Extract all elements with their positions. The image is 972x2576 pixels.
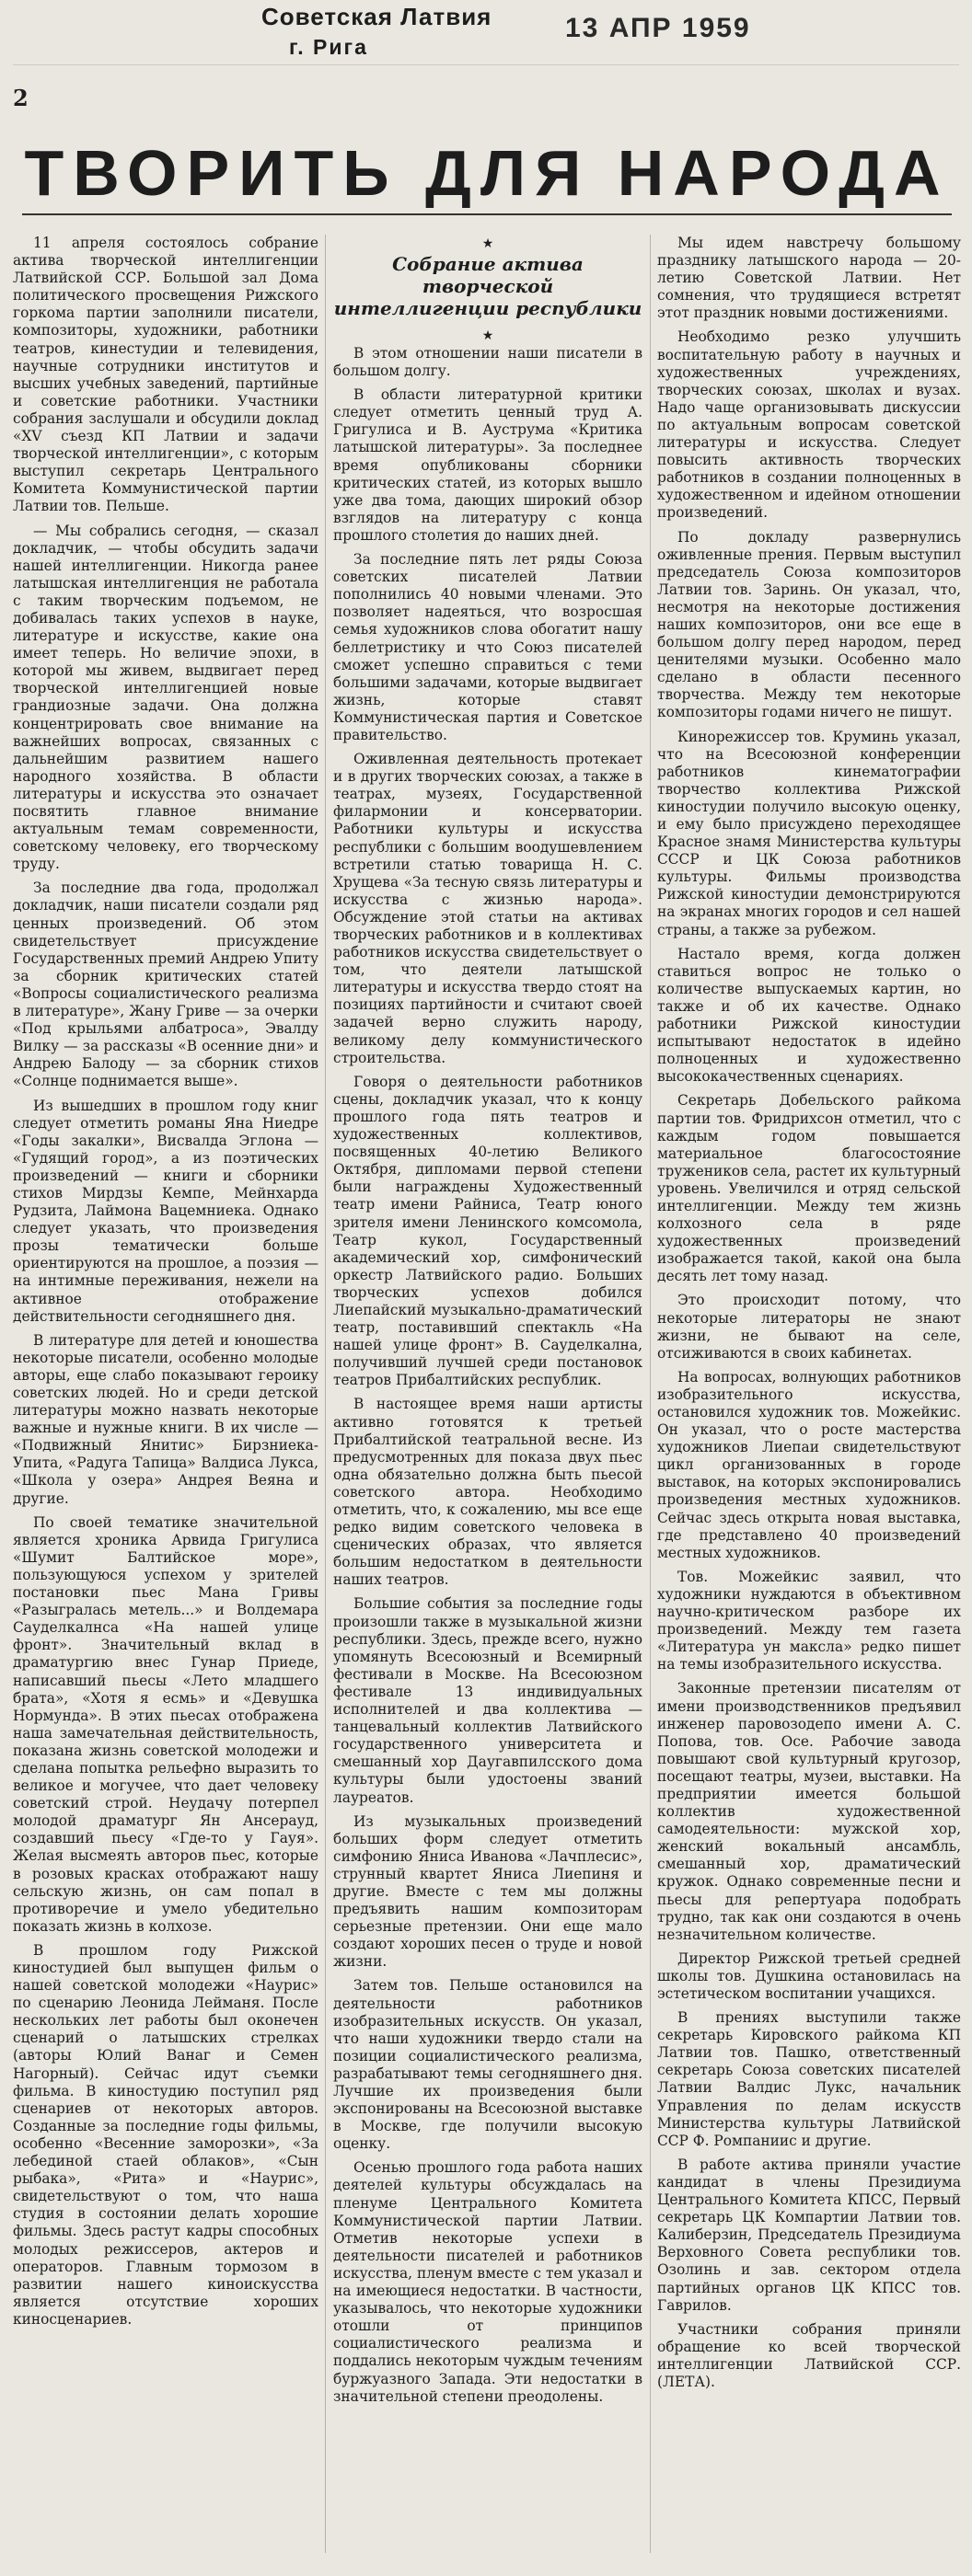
newspaper-name: Советская Латвия — [261, 3, 492, 30]
article-paragraph: Осенью прошлого года работа наших деятелей культуры обсуждалась на пленуме Центрального Комитета Коммунистической партии Латвии. Отметив некоторые успехи в деятельности писателей и работников искусства, пленум вместе с тем указал и на имеющиеся недостатки. В частности, указывалось, что некоторые художники отошли от принципов социалистического реализма и поддались некоторым чуждым течениям буржуазного Запада. Эти недостатки в значительной степени преодолены. — [333, 2159, 642, 2405]
page-number: 2 — [13, 85, 29, 111]
article-paragraph: Законные претензии писателям от имени производственников предъявил инженер паровозодепо имени А. С. Попова, тов. Осе. Рабочие завода повышают свой культурный кругозор, посещают театры, музеи, выставки. На предприятии имеется большой коллектив художественной самодеятельности: мужской хор, женский вокальный ансамбль, смешанный хор, драматический кружок. Однако современные песни и пьесы для репертуара подобрать трудно, так как они создаются в очень незначительном количестве. — [657, 1680, 961, 1943]
article-paragraph: В области литературной критики следует отметить ценный труд А. Григулиса и В. Ауструма «Критика латышской литературы». За последнее время опубликованы сборники критических статей, из которых вышло уже два тома, дающих широкий обзор взглядов на литературу с конца прошлого столетия до наших дней. — [333, 386, 642, 544]
headline: ТВОРИТЬ ДЛЯ НАРОДА — [22, 136, 952, 215]
article-paragraph: Секретарь Добельского райкома партии тов. Фридрихсон отметил, что с каждым годом повышается материальное благосостояние тружеников села, растет их культурный уровень. Увеличился и отряд сельской интеллигенции. Между тем жизнь колхозного села в ряде художественных произведений изображается такой, какой она была десять лет тому назад. — [657, 1092, 961, 1285]
article-paragraph: За последние два года, продолжал докладчик, наши писатели создали ряд ценных произведений. Об этом свидетельствует присуждение Государственных премий Андрею Упиту за сборник критических статей «Вопросы социалистического реализма в литературе», Жану Гриве — за очерки «Под крыльями албатроса», Эвалду Вилку — за рассказы «В осенние дни» и Андрею Балоду — за сборник стихов «Солнце поднимается выше». — [13, 880, 318, 1090]
article-paragraph: — Мы собрались сегодня, — сказал докладчик, — чтобы обсудить задачи нашей интеллигенции. Никогда ранее латышская интеллигенция не работала с таким творческим подъемом, не добивалась таких успехов в науке, литературе и искусстве, какие она имеет теперь. Но величие эпохи, в которой мы живем, выдвигает перед творческой интеллигенцией новые грандиозные задачи. Она должна концентрировать свое внимание на важнейших вопросах, связанных с дальнейшим развитием нашего народного хозяйства. В области литературы и искусства это означает посвятить главное внимание актуальным темам современности, советскому человеку, его творческому труду. — [13, 522, 318, 873]
masthead — [13, 0, 959, 65]
article-paragraph: За последние пять лет ряды Союза советских писателей Латвии пополнились 40 новыми членами. Это позволяет надеяться, что возросшая семья художников слова обогатит нашу беллетристику и что Союз писателей сможет успешно справиться с теми большими задачами, которые выдвигает жизнь, которые ставят Коммунистическая партия и Советское правительство. — [333, 551, 642, 743]
article-paragraph: По своей тематике значительной является хроника Арвида Григулиса «Шумит Балтийское море», пользующуюся успехом у зрителей постановки пьес Мана Гривы «Разыгралась метель...» и Волдемара Сауделкалнса «На нашей улице фронт». Значительный вклад в драматургию внес Гунар Приеде, написавший пьесы «Лето младшего брата», «Хотя я есмь» и «Девушка Нормунда». В этих пьесах отображена наша замечательная действительность, показана жизнь советской молодежи и сделана попытка рельефно выразить то великое и могучее, что дает человеку советский строй. Неудачу потерпел молодой драматург Ян Ансерауд, создавший пьесу «Где-то у Гауя». Желая высмеять авторов пьес, которые в розовых красках отображают нашу сельскую жизнь, он сам попал в противоречие и умело убедительно показать жизнь в колхозе. — [13, 1513, 318, 1935]
article-paragraph: Мы идем навстречу большому празднику латышского народа — 20-летию Советской Латвии. Нет сомнения, что трудящиеся встретят этот праздник новыми достижениями. — [657, 235, 961, 322]
article-column-1 — [13, 235, 318, 2558]
article-paragraph: В прошлом году Рижской киностудией был выпущен фильм о нашей советской молодежи «Наурис» по сценарию Леонида Лейманя. После нескольких лет работы был оконечен сценарий о латышских стрелках (авторы Юлий Ванаг и Семен Нагорный). Сейчас идут съемки фильма. В киностудию поступил ряд сценариев от некоторых авторов. Созданные за последние годы фильмы, особенно «Весенние заморозки», «За лебединой стаей облаков», «Сын рыбака», «Рита» и «Наурис», свидетельствуют о том, что наша студия в состоянии делать хорошие фильмы. Здесь растут кадры способных молодых режиссеров, актеров и операторов. Главным тормозом в развитии нашего киноискусства является отсутствие хороших киносценариев. — [13, 1941, 318, 2328]
article-paragraph: Говоря о деятельности работников сцены, докладчик указал, что к концу прошлого года пять театров и художественных коллективов, посвященных 40-летию Великого Октября, дипломами первой степени были награждены Художественный театр имени Райниса, Театр юного зрителя имени Ленинского комсомола, Театр кукол, Государственный академический хор, симфонический оркестр Латвийского радио. Больших творческих успехов добился Лиепайский музыкально-драматический театр, поставивший спектакль «На нашей улице фронт» В. Сауделкална, получивший лучшей среди постановок театров Прибалтийских республик. — [333, 1073, 642, 1389]
article-paragraph: Участники собрания приняли обращение ко всей творческой интеллигенции Латвийской ССР. (ЛЕТА). — [657, 2320, 961, 2390]
article-paragraph: Оживленная деятельность протекает и в других творческих союзах, а также в театрах, музеях, Государственной филармонии и консерватории. Работники культуры и искусства республики с большим воодушевлением встретили статью товарища Н. С. Хрущева «За тесную связь литературы и искусства с жизнью народа». Обсуждение этой статьи на активах творческих работников и в коллективах работников искусства свидетельствует о том, что деятели латышской литературы и искусства твердо стоят на позициях партийности и считают своей задачей верно служить народу, великому делу коммунистического строительства. — [333, 751, 642, 1066]
article-paragraph: По докладу развернулись оживленные прения. Первым выступил председатель Союза композиторов Латвии тов. Заринь. Он указал, что, несмотря на некоторые достижения наших композиторов, они все еще в большом долгу перед народом, перед ценителями музыки. Особенно мало сделано в области песенного творчества. Между тем некоторые композиторы годами ничего не пишут. — [657, 528, 961, 721]
article-paragraph: Директор Рижской третьей средней школы тов. Душкина остановилась на эстетическом воспитании учащихся. — [657, 1949, 961, 2002]
article-paragraph: Необходимо резко улучшить воспитательную работу в научных и художественных учреждениях, творческих союзах, школах и вузах. Надо чаще организовывать дискуссии по актуальным вопросам советской литературы и искусства. Следует повысить активность творческих работников в создании полноценных в художественном и идейном отношении произведений. — [657, 328, 961, 522]
date-stamp: 13 АПР 1959 — [565, 13, 751, 43]
article-paragraph: Настало время, когда должен ставиться вопрос не только о количестве выпускаемых картин, но также и об их качестве. Однако работники Рижской киностудии испытывают недостаток в идейно полноценных и художественно высококачественных сценариях. — [657, 945, 961, 1086]
article-paragraph: Большие события за последние годы произошли также в музыкальной жизни республики. Здесь, прежде всего, нужно упомянуть Всесоюзный и Всемирный фестивали в Москве. На Всесоюзном фестивале 13 индивидуальных исполнителей и два коллектива — танцевальный коллектив Латвийского государственного университета и смешанный хор Даугавпилсского дома культуры были удостоены званий лауреатов. — [333, 1595, 642, 1806]
article-paragraph: В этом отношении наши писатели в большом долгу. — [333, 345, 642, 380]
column-divider — [650, 235, 651, 2553]
city: г. Рига — [289, 35, 368, 59]
article-paragraph: Из вышедших в прошлом году книг следует отметить романы Яна Ниедре «Годы закалки», Висвалда Эглона — «Гудящий город», а из поэтических произведений — книги и сборники стихов Мирдзы Кемпе, Мейнхарда Рудзита, Лаймона Вацемниека. Однако следует указать, что произведения прозы тематически больше ориентируются на прошлое, а поэзия — на интимные переживания, нежели на активное отображение действительности сегодняшнего дня. — [13, 1097, 318, 1325]
article-paragraph: 11 апреля состоялось собрание актива творческой интеллигенции Латвийской ССР. Большой зал Дома политического просвещения Рижского горкома партии заполнили писатели, композиторы, художники, работники театров, кинестудии и телевидения, научные сотрудники институтов и высших учебных заведений, партийные и советские работники. Участники собрания заслушали и обсудили доклад «XV съезд КП Латвии и задачи творческой интеллигенции», с которым выступил секретарь Центрального Комитета Коммунистической партии Латвии тов. Пельше. — [13, 235, 318, 515]
article-column-3 — [657, 235, 961, 2558]
article-paragraph: Это происходит потому, что некоторые литераторы не знают жизни, не бывают на селе, отсиживаются в своих кабинетах. — [657, 1292, 961, 1362]
article-paragraph: Кинорежиссер тов. Круминь указал, что на Всесоюзной конференции работников кинематографии творчество коллектива Рижской киностудии получило высокую оценку, и ему было присуждено переходящее Красное знамя Министерства культуры СССР и ЦК Союза работников культуры. Фильмы производства Рижской киностудии демонстрируются на экранах многих городов и сел нашей страны, а также за рубежом. — [657, 728, 961, 938]
article-paragraph: На вопросах, волнующих работников изобразительного искусства, остановился художник тов. Можейкис. Он указал, что о росте мастерства художников Лиепаи свидетельствуют цикл организованных в городе выставок, на которых экспонировались произведения местных художников. Сейчас здесь открыта новая выставка, где представлено 40 произведений местных художников. — [657, 1368, 961, 1561]
article-paragraph: В прениях выступили также секретарь Кировского райкома КП Латвии тов. Пашко, ответственный секретарь Союза советских писателей Латвии Валдис Лукс, начальник Управления по делам искусств Министерства культуры Латвийской ССР Ф. Ромпаниис и другие. — [657, 2009, 961, 2149]
article-column-2 — [333, 235, 642, 2558]
column-divider — [325, 235, 326, 2553]
article-paragraph: Из музыкальных произведений больших форм следует отметить симфонию Яниса Иванова «Лачплесис», струнный квартет Яниса Лиепиня и другие. Вместе с тем мы должны предъявить нашим композиторам серьезные претензии. Они еще мало создают хороших песен о труде и новой жизни. — [333, 1812, 642, 1971]
article-paragraph: В настоящее время наши артисты активно готовятся к третьей Прибалтийской театральной весне. Из предусмотренных для показа двух пьес одна обязательно должна быть пьесой советского автора. Необходимо отметить, что, к сожалению, мы все еще редко видим советского человека в сценических образах, что является большим недостатком в деятельности наших театров. — [333, 1396, 642, 1589]
star-ornament: ★ — [481, 236, 494, 251]
article-paragraph: Затем тов. Пельше остановился на деятельности работников изобразительных искусств. Он указал, что наши художники твердо стали на позиции социалистического реализма, разрабатывают темы сегодняшнего дня. Лучшие их произведения были экспонированы на Всесоюзной выставке в Москве, где получили высокую оценку. — [333, 1977, 642, 2153]
article-paragraph: Тов. Можейкис заявил, что художники нуждаются в объективном научно-критическом разборе их произведений. Между тем газета «Литература ун максла» редко пишет на темы изобразительного искусства. — [657, 1568, 961, 1673]
subheading: Собрание актива творческой интеллигенции республики — [333, 253, 642, 319]
article-paragraph: В литературе для детей и юношества некоторые писатели, особенно молодые авторы, еще слабо показывают героику советских людей. Но и среди детской литературы можно назвать некоторые важные и нужные книги. В их числе — «Подвижный Янитис» Бирзниека-Упита, «Радуга Тапица» Валдиса Лукса, «Школа у озера» Андрея Веяна и другие. — [13, 1331, 318, 1507]
star-ornament: ★ — [481, 328, 494, 343]
article-paragraph: В работе актива приняли участие кандидат в члены Президиума Центрального Комитета КПСС, Первый секретарь ЦК Компартии Латвии тов. Калиберзин, Председатель Президиума Верховного Совета республики тов. Озолинь и зав. сектором отдела партийных органов ЦК КПСС тов. Гаврилов. — [657, 2156, 961, 2314]
